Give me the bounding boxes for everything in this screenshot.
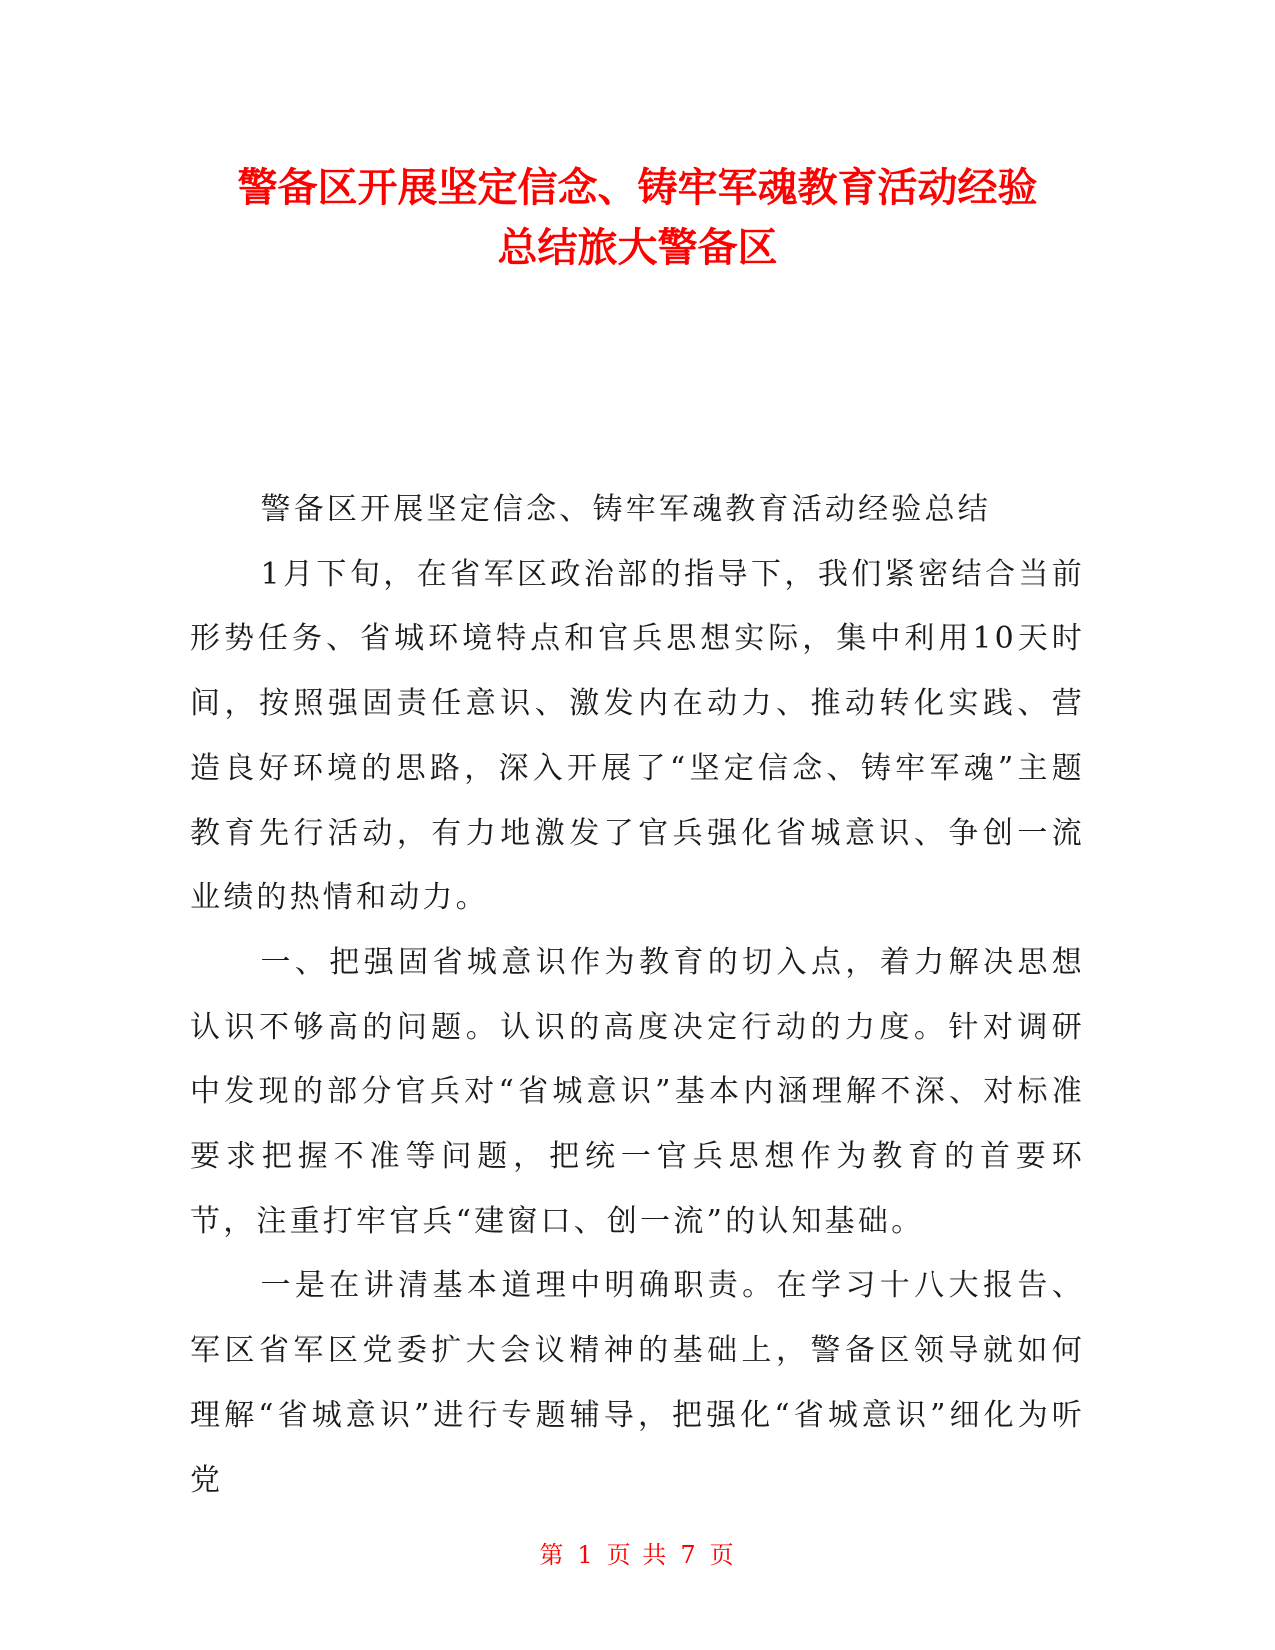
- footer-middle: 页 共: [606, 1541, 669, 1569]
- title-line-1: 警备区开展坚定信念、铸牢军魂教育活动经验: [237, 165, 1038, 211]
- paragraph-point-one: 一是在讲清基本道理中明确职责。在学习十八大报告、军区省军区党委扩大会议精神的基础上，警备区领导就如何理解“省城意识”进行专题辅导，把强化“省城意识”细化为听党: [190, 1268, 1085, 1498]
- document-body: [190, 478, 1085, 1513]
- document-title: [180, 158, 1095, 278]
- paragraph-intro: 1月下旬，在省军区政治部的指导下，我们紧密结合当前形势任务、省城环境特点和官兵思想实际，集中利用10天时间，按照强固责任意识、激发内在动力、推动转化实践、营造良好环境的思路，深入开展了“坚定信念、铸牢军魂”主题教育先行活动，有力地激发了官兵强化省城意识、争创一流业绩的热情和动力。: [190, 556, 1085, 916]
- page-footer: [0, 1535, 1275, 1570]
- paragraph-subtitle: 警备区开展坚定信念、铸牢军魂教育活动经验总结: [260, 492, 991, 527]
- title-line-2: 总结旅大警备区: [497, 225, 778, 271]
- footer-prefix: 第: [539, 1541, 566, 1569]
- paragraph-section-one: 一、把强固省城意识作为教育的切入点，着力解决思想认识不够高的问题。认识的高度决定行动的力度。针对调研中发现的部分官兵对“省城意识”基本内涵理解不深、对标准要求把握不准等问题，把统一官兵思想作为教育的首要环节，注重打牢官兵“建窗口、创一流”的认知基础。: [190, 944, 1085, 1239]
- footer-suffix: 页: [709, 1541, 736, 1569]
- footer-total-pages: 7: [680, 1541, 698, 1569]
- footer-page-number: 1: [577, 1541, 595, 1569]
